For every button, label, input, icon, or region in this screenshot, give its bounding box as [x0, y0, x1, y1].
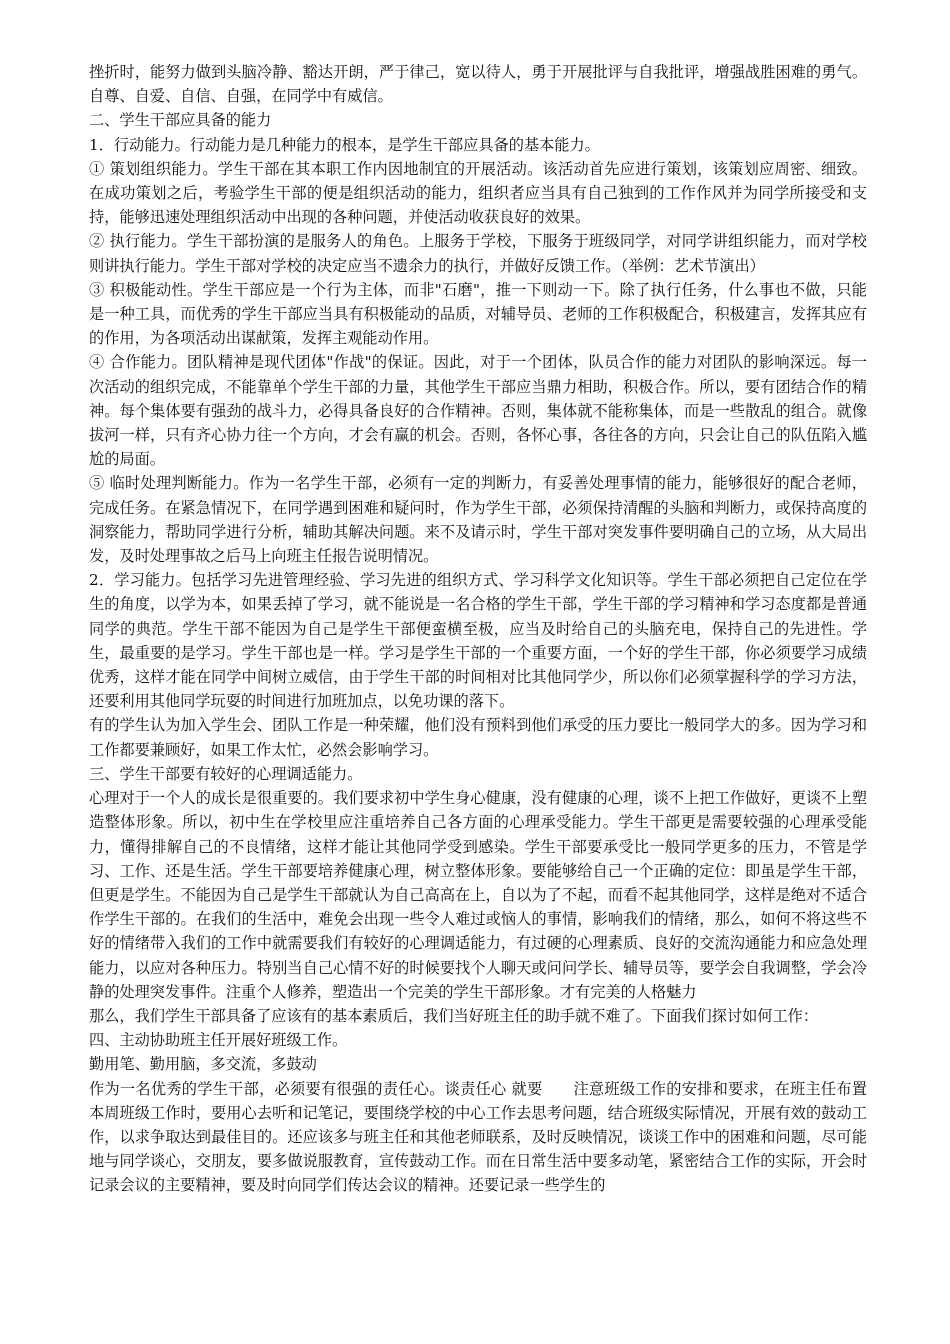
section-heading-3: 三、学生干部要有较好的心理调适能力。 [89, 764, 363, 783]
document-page [89, 60, 867, 1198]
paragraph-cooperation: ④ 合作能力。团队精神是现代团体"作战"的保证。因此，对于一个团体，队员合作的能力对团队的影响深远。每一次活动的组织完成，不能靠单个学生干部的力量，其他学生干部应当鼎力相助，积极合作。所以，要有团结合作的精神。每个集体要有强劲的战斗力，必得具备良好的合作精神。否则，集体就不能称集体，而是一些散乱的组合。就像拔河一样，只有齐心协力往一个方向，才会有赢的机会。否则，各怀心事，各往各的方向，只会让自己的队伍陷入尴尬的局面。 [89, 353, 867, 469]
paragraph-pressure: 有的学生认为加入学生会、团队工作是一种荣耀，他们没有预料到他们承受的压力要比一般同学大的多。因为学习和工作都要兼顾好，如果工作太忙，必然会影响学习。 [89, 716, 867, 759]
paragraph-intro: 挫折时，能努力做到头脑冷静、豁达开朗，严于律己，宽以待人，勇于开展批评与自我批评，增强战胜困难的勇气。自尊、自爱、自信、自强，在同学中有威信。 [89, 63, 867, 106]
paragraph-motto: 勤用笔、勤用脑，多交流，多鼓动 [89, 1055, 317, 1074]
paragraph-transition: 那么，我们学生干部具备了应该有的基本素质后，我们当好班主任的助手就不难了。下面我们探讨如何工作： [89, 1006, 818, 1025]
section-heading-4: 四、主动协助班主任开展好班级工作。 [89, 1031, 348, 1050]
paragraph-execution: ② 执行能力。学生干部扮演的是服务人的角色。上服务于学校，下服务于班级同学，对同学讲组织能力，而对学校则讲执行能力。学生干部对学校的决定应当不遗余力的执行，并做好反馈工作。（举例：艺术节演出） [89, 232, 867, 275]
section-heading-2: 二、学生干部应具备的能力 [89, 111, 272, 130]
paragraph-planning: ① 策划组织能力。学生干部在其本职工作内因地制宜的开展活动。该活动首先应进行策划，该策划应周密、细致。在成功策划之后，考验学生干部的便是组织活动的能力，组织者应当具有自己独到的工作作风并为同学所接受和支持，能够迅速处理组织活动中出现的各种问题，并使活动收获良好的效果。 [89, 159, 867, 227]
paragraph-initiative: ③ 积极能动性。学生干部应是一个行为主体，而非"石磨"，推一下则动一下。除了执行任务，什么事也不做，只能是一种工具，而优秀的学生干部应当具有积极能动的品质，对辅导员、老师的工作积极配合，积极建言，发挥其应有的作用，为各项活动出谋献策，发挥主观能动作用。 [89, 280, 867, 348]
paragraph-action-ability: 1．行动能力。行动能力是几种能力的根本，是学生干部应具备的基本能力。 [89, 135, 600, 154]
paragraph-psychology: 心理对于一个人的成长是很重要的。我们要求初中学生身心健康，没有健康的心理，谈不上把工作做好，更谈不上塑造整体形象。所以，初中生在学校里应注重培养自己各方面的心理承受能力。学生干部更是需要较强的心理承受能力，懂得排解自己的不良情绪，这样才能让其他同学受到感染。学生干部要承受比一般同学更多的压力，不管是学习、工作、还是生活。学生干部要培养健康心理，树立整体形象。要能够给自己一个正确的定位：即虽是学生干部，但更是学生。不能因为自己是学生干部就认为自己高高在上，自以为了不起，而看不起其他同学，这样是绝对不适合作学生干部的。在我们的生活中，难免会出现一些令人难过或恼人的事情，影响我们的情绪，那么，如何不将这些不好的情绪带入我们的工作中就需要我们有较好的心理调适能力，有过硬的心理素质、良好的交流沟通能力和应急处理能力，以应对各种压力。特别当自己心情不好的时候要找个人聊天或问问学长、辅导员等，要学会自我调整，学会冷静的处理突发事件。注重个人修养，塑造出一个完美的学生干部形象。才有完美的人格魅力 [89, 789, 867, 1001]
paragraph-judgement: ⑤ 临时处理判断能力。作为一名学生干部，必须有一定的判断力，有妥善处理事情的能力，能够很好的配合老师，完成任务。在紧急情况下，在同学遇到困难和疑问时，作为学生干部，必须保持清醒的头脑和判断力，或保持高度的洞察能力，帮助同学进行分析，辅助其解决问题。来不及请示时，学生干部对突发事件要明确自己的立场，从大局出发，及时处理事故之后马上向班主任报告说明情况。 [89, 474, 867, 566]
paragraph-learning: 2．学习能力。包括学习先进管理经验、学习先进的组织方式、学习科学文化知识等。学生干部必须把自己定位在学生的角度，以学为本，如果丢掉了学习，就不能说是一名合格的学生干部，学生干部的学习精神和学习态度都是普通同学的典范。学生干部不能因为自己是学生干部便蛮横至极，应当及时给自己的头脑充电，保持自己的先进性。学生，最重要的是学习。学生干部也是一样。学习是学生干部的一个重要方面，一个好的学生干部，你必须要学习成绩优秀，这样才能在同学中间树立威信，由于学生干部的时间相对比其他同学少，所以你们必须掌握科学的学习方法，还要利用其他同学玩耍的时间进行加班加点，以免功课的落下。 [89, 571, 867, 711]
paragraph-responsibility: 作为一名优秀的学生干部，必须要有很强的责任心。谈责任心 就要 注意班级工作的安排和要求，在班主任布置本周班级工作时，要用心去听和记笔记，要围绕学校的中心工作去思考问题，结合班级实际情况，开展有效的鼓动工作，以求争取达到最佳目的。还应该多与班主任和其他老师联系，及时反映情况，谈谈工作中的困难和问题，尽可能地与同学谈心，交朋友，要多做说服教育，宣传鼓动工作。而在日常生活中要多动笔，紧密结合工作的实际，开会时记录会议的主要精神，要及时向同学们传达会议的精神。还要记录一些学生的 [89, 1079, 867, 1195]
